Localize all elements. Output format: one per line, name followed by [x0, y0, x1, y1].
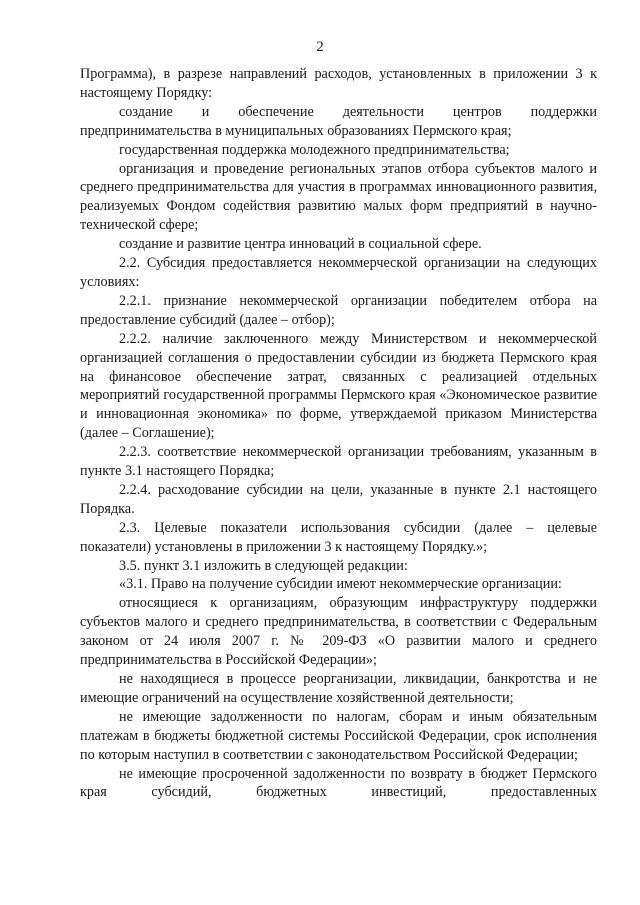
paragraph-list-item: создание и обеспечение деятельности центров поддержки предпринимательства в муниципальных образованиях Пермского края;	[80, 103, 597, 139]
paragraph-clause-3-5: 3.5. пункт 3.1 изложить в следующей редакции:	[119, 557, 408, 574]
document-body	[80, 65, 597, 802]
paragraph-condition-item: не имеющие задолженности по налогам, сборам и иным обязательным платежам в бюджеты бюджетной системы Российской Федерации, срок исполнения по которым наступил в соответствии с законодательством Российской Федерации;	[80, 708, 597, 763]
paragraph-condition-item: не имеющие просроченной задолженности по возврату в бюджет Пермского края субсидий, бюджетных инвестиций, предоставленных	[80, 765, 597, 801]
paragraph-clause-2-2: 2.2. Субсидия предоставляется некоммерческой организации на следующих условиях:	[80, 255, 597, 290]
paragraph-condition-item: относящиеся к организациям, образующим инфраструктуру поддержки субъектов малого и среднего предпринимательства, в соответствии с Федеральным законом от 24 июля 2007 г. № 209-ФЗ «О развитии малого и среднего предпринимательства в Российской Федерации»;	[80, 595, 597, 669]
paragraph-clause-2-2-3: 2.2.3. соответствие некоммерческой организации требованиям, указанным в пункте 3.1 настоящего Порядка;	[80, 444, 597, 480]
page-number: 2	[316, 39, 324, 55]
paragraph-condition-item: не находящиеся в процессе реорганизации, ликвидации, банкротства и не имеющие ограничений на осуществление хозяйственной деятельности;	[80, 671, 597, 706]
paragraph-clause-2-2-4: 2.2.4. расходование субсидии на цели, указанные в пункте 2.1 настоящего Порядка.	[80, 481, 597, 517]
paragraph-clause-2-3: 2.3. Целевые показатели использования субсидии (далее – целевые показатели) установлены в приложении 3 к настоящему Порядку.»;	[80, 519, 597, 555]
paragraph-continuation: Программа), в разрезе направлений расходов, установленных в приложении 3 к настоящему Порядку:	[80, 66, 597, 101]
paragraph-list-item: организация и проведение региональных этапов отбора субъектов малого и среднего предпринимательства для участия в программах инновационного развития, реализуемых Фондом содействия развитию малых форм предприятий в научно-технической сфере;	[80, 160, 597, 234]
paragraph-clause-2-2-2: 2.2.2. наличие заключенного между Министерством и некоммерческой организацией соглашения о предоставлении субсидии из бюджета Пермского края на финансовое обеспечение затрат, связанных с реализацией отдельных мероприятий государственной программы Пермского края «Экономическое развитие и инновационная экономика» по форме, утверждаемой приказом Министерства (далее – Соглашение);	[80, 330, 597, 442]
paragraph-clause-2-2-1: 2.2.1. признание некоммерческой организации победителем отбора на предоставление субсидий (далее – отбор);	[80, 292, 597, 328]
paragraph-list-item: создание и развитие центра инноваций в социальной сфере.	[119, 236, 482, 253]
paragraph-list-item: государственная поддержка молодежного предпринимательства;	[119, 141, 510, 158]
paragraph-clause-3-1: «3.1. Право на получение субсидии имеют некоммерческие организации:	[119, 576, 562, 593]
